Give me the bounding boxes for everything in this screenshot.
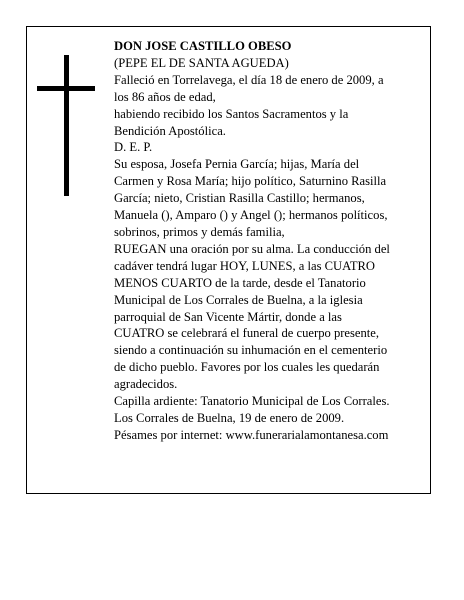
text-line: Su esposa, Josefa Pernia García; hijas, María del (114, 157, 360, 172)
cross-icon-bar (37, 86, 95, 91)
text-line: sobrinos, primos y demás familia, (114, 224, 285, 239)
text-line: de dicho pueblo. Favores por los cuales les quedarán (114, 360, 380, 375)
text-line: habiendo recibido los Santos Sacramentos y la (114, 106, 349, 121)
text-line: Pésames por internet: www.funerarialamontanesa.com (114, 427, 389, 442)
text-line: cadáver tendrá lugar HOY, LUNES, a las CUATRO (114, 258, 376, 273)
text-line: Falleció en Torrelavega, el día 18 de enero de 2009, a (114, 72, 384, 87)
text-line: parroquial de San Vicente Mártir, donde a las (114, 309, 342, 324)
text-line: siendo a continuación su inhumación en el cementerio (114, 343, 388, 358)
text-line: CUATRO se celebrará el funeral de cuerpo presente, (114, 326, 380, 341)
text-line: MENOS CUARTO de la tarde, desde el Tanatorio (114, 275, 366, 290)
text-line: Municipal de Los Corrales de Buelna, a la iglesia (114, 292, 363, 307)
deceased-name: DON JOSE CASTILLO OBESO (114, 39, 292, 53)
text-line: RUEGAN una oración por su alma. La conducción del (114, 241, 390, 256)
text-line: Bendición Apostólica. (114, 123, 226, 138)
cross-icon (64, 55, 69, 196)
text-line: Manuela (), Amparo () y Angel (); hermanos políticos, (114, 208, 388, 223)
text-line: Los Corrales de Buelna, 19 de enero de 2009. (114, 410, 345, 425)
text-line: Capilla ardiente: Tanatorio Municipal de Los Corrales. (114, 394, 390, 409)
deceased-nickname: (PEPE EL DE SANTA AGUEDA) (114, 55, 289, 70)
text-line: D. E. P. (114, 140, 153, 155)
text-line: los 86 años de edad, (114, 89, 216, 104)
obituary-text (114, 38, 422, 444)
text-line: Carmen y Rosa María; hijo político, Saturnino Rasilla (114, 174, 387, 189)
text-line: agradecidos. (114, 377, 178, 392)
text-line: García; nieto, Cristian Rasilla Castillo; hermanos, (114, 191, 365, 206)
